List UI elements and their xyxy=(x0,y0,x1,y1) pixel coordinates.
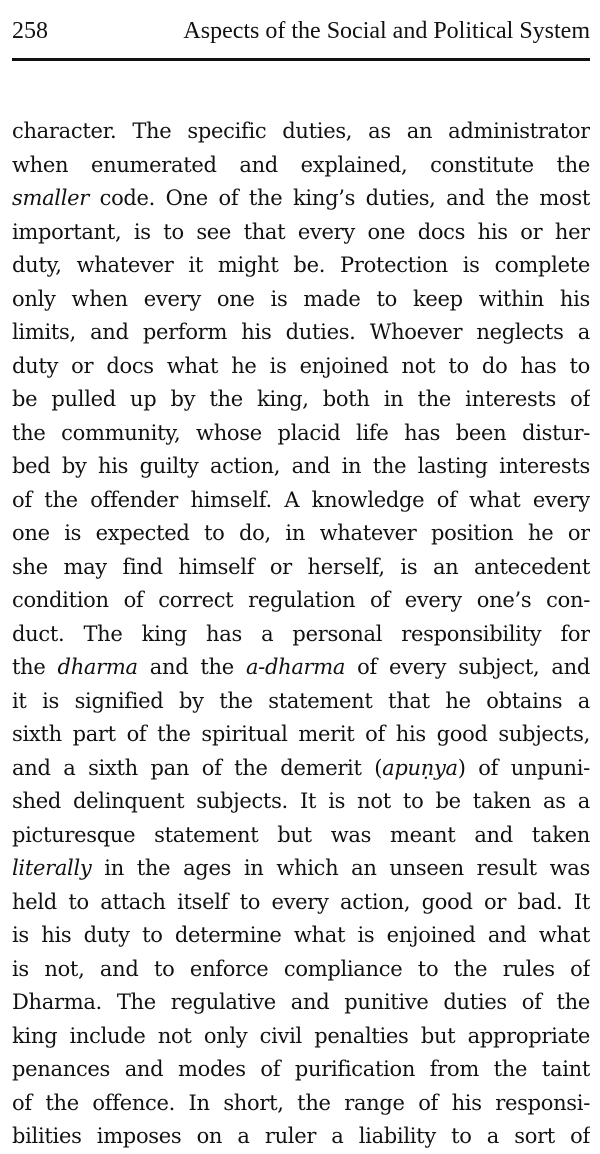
text-line: be pulled up by the king, both in the interests of xyxy=(12,387,590,411)
text-line: smaller code. One of the king’s duties, and the most xyxy=(12,186,590,210)
text-line: is his duty to determine what is enjoined and what xyxy=(12,923,590,947)
italic-term: apuṇya xyxy=(382,755,458,780)
text-line: she may find himself or herself, is an antecedent xyxy=(12,554,590,579)
page-number: 258 xyxy=(12,18,48,44)
running-title: Aspects of the Social and Political System xyxy=(183,18,590,44)
italic-term: a-dharma xyxy=(245,655,346,679)
text-line: bilities imposes on a ruler a liability to a sort of xyxy=(12,1124,590,1148)
text-line: of the offender himself. A knowledge of what every xyxy=(12,487,590,512)
text-line: important, is to see that every one docs his or her xyxy=(12,219,590,244)
header-rule xyxy=(12,58,590,61)
text-line: shed delinquent subjects. It is not to be taken as a xyxy=(12,789,590,813)
text-line: sixth part of the spiritual merit of his good subjects, xyxy=(12,722,590,746)
text-line: Dharma. The regulative and punitive duties of the xyxy=(12,990,590,1014)
text-line: duty or docs what he is enjoined not to do has to xyxy=(12,353,590,378)
text-line: is not, and to enforce compliance to the rules of xyxy=(12,956,590,981)
body-paragraph xyxy=(12,115,590,1154)
text-line: limits, and perform his duties. Whoever neglects a xyxy=(12,320,590,344)
italic-term: dharma xyxy=(57,655,138,679)
text-line: duty, whatever it might be. Protection is complete xyxy=(12,253,590,277)
text-line: literally in the ages in which an unseen result was xyxy=(12,856,590,880)
text-line: of the offence. In short, the range of his responsi- xyxy=(12,1090,590,1115)
text-line: and a sixth pan of the demerit (apuṇya) of unpuni- xyxy=(12,755,590,780)
text-line: duct. The king has a personal responsibility for xyxy=(12,621,590,646)
running-head xyxy=(12,14,590,48)
italic-term: smaller xyxy=(12,186,90,210)
text-line: king include not only civil penalties but appropriate xyxy=(12,1023,590,1048)
text-line: the dharma and the a-dharma of every subject, and xyxy=(12,655,590,679)
text-line: when enumerated and explained, constitute the xyxy=(12,152,590,177)
text-line: the community, whose placid life has been distur- xyxy=(12,420,590,445)
text-line: penances and modes of purification from the taint xyxy=(12,1057,590,1081)
text-line: one is expected to do, in whatever position he or xyxy=(12,521,590,545)
italic-term: literally xyxy=(12,856,92,880)
text-line: only when every one is made to keep within his xyxy=(12,286,590,311)
text-line: it is signified by the statement that he obtains a xyxy=(12,688,590,713)
text-line: condition of correct regulation of every one’s con- xyxy=(12,588,590,612)
text-line: picturesque statement but was meant and taken xyxy=(12,822,590,847)
text-line: character. The specific duties, as an administrator xyxy=(12,119,590,143)
text-line: bed by his guilty action, and in the lasting interests xyxy=(12,454,590,478)
text-line: held to attach itself to every action, good or bad. It xyxy=(12,889,590,914)
